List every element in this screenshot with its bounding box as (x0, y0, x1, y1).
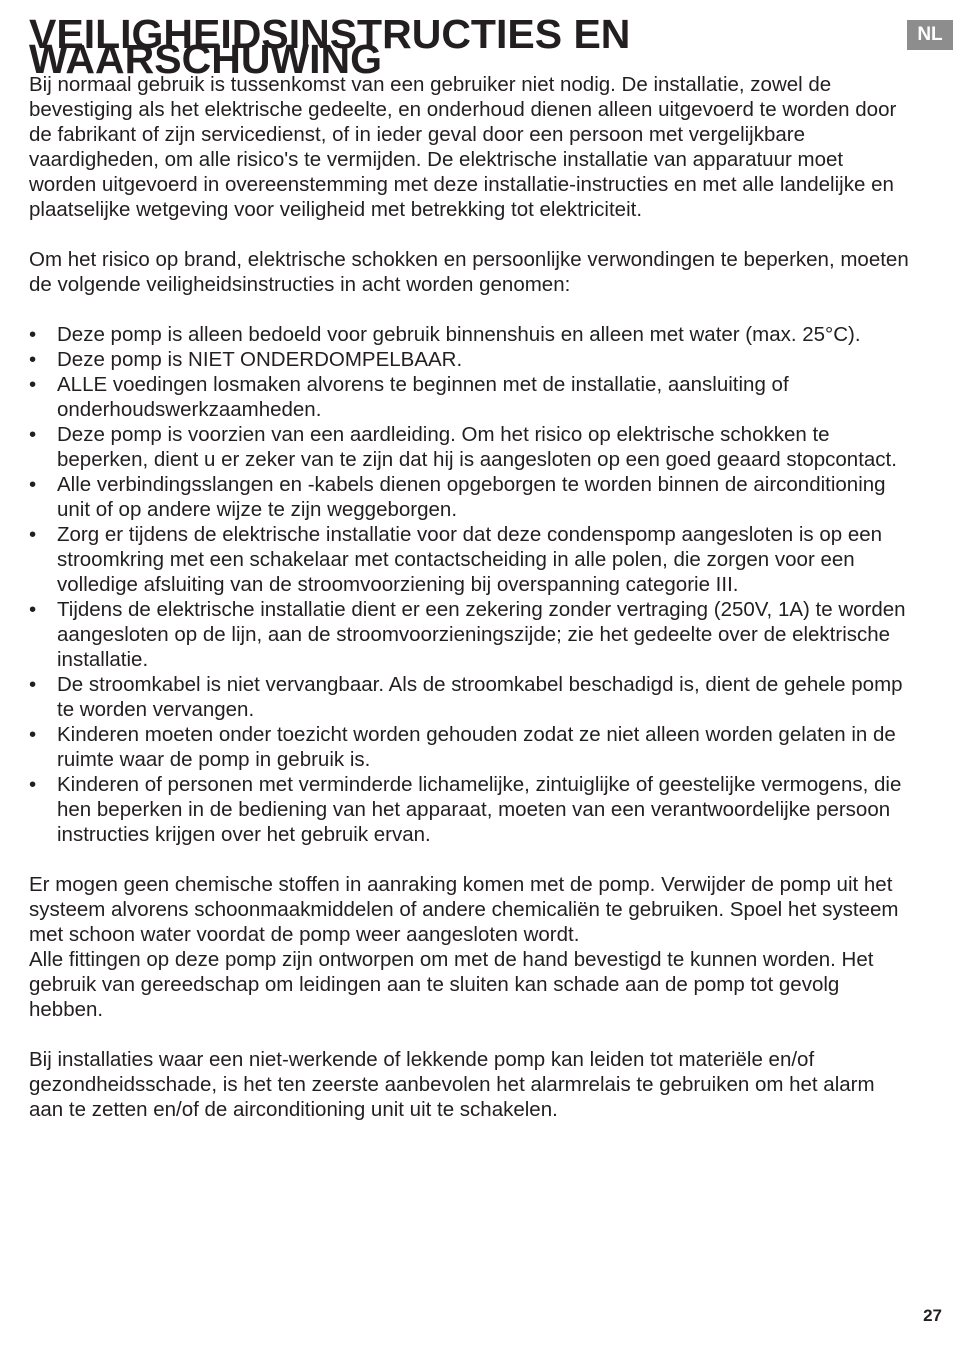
list-item-text: Alle verbindingsslangen en -kabels dienen opgeborgen te worden binnen de airconditioning unit of op andere wijze te zijn weggeborgen. (57, 473, 886, 521)
list-item-text: Zorg er tijdens de elektrische installatie voor dat deze condenspomp aangesloten is op een stroomkring met een schakelaar met contactscheiding in alle polen, die zorgen voor een volledige afsluiting van de stroomvoorziening bij overspanning categorie III. (57, 523, 883, 596)
list-item (29, 422, 909, 472)
bullet-icon: • (29, 523, 37, 546)
bullet-icon: • (29, 323, 37, 346)
language-badge: NL (907, 20, 953, 50)
bullet-icon: • (29, 598, 37, 621)
fittings-paragraph: Alle fittingen op deze pomp zijn ontworpen om met de hand bevestigd te kunnen worden. Het gebruik van gereedschap om leidingen aan te sluiten kan schade aan de pomp tot gevolg hebben. (29, 948, 874, 1021)
list-item-text: Kinderen moeten onder toezicht worden gehouden zodat ze niet alleen worden gelaten in de ruimte waar de pomp in gebruik is. (57, 723, 896, 771)
list-item (29, 597, 909, 672)
list-item-text: Deze pomp is alleen bedoeld voor gebruik binnenshuis en alleen met water (max. 25°C). (57, 323, 861, 346)
list-item (29, 772, 909, 847)
list-item (29, 472, 909, 522)
list-item (29, 722, 909, 772)
intro-paragraph: Bij normaal gebruik is tussenkomst van een gebruiker niet nodig. De installatie, zowel de bevestiging als het elektrische gedeelte, en onderhoud dienen alleen uitgevoerd te worden door de fabrikant of zijn servicedienst, of in ieder geval door een persoon met vergelijkbare vaardigheden, om alle risico's te vermijden. De elektrische installatie van apparatuur moet worden uitgevoerd in overeenstemming met deze installatie-instructies en met alle landelijke en plaatselijke wetgeving voor veiligheid met betrekking tot elektriciteit. (29, 73, 897, 221)
list-item-text: Tijdens de elektrische installatie dient er een zekering zonder vertraging (250V, 1A) te worden aangesloten op de lijn, aan de stroomvoorzieningszijde; zie het gedeelte over de elektrische installatie. (57, 598, 906, 671)
paragraph-gap (29, 297, 909, 322)
list-item (29, 672, 909, 722)
bullet-icon: • (29, 473, 37, 496)
list-item (29, 322, 909, 347)
bullet-icon: • (29, 673, 37, 696)
bullet-icon: • (29, 373, 37, 396)
list-item-text: Deze pomp is NIET ONDERDOMPELBAAR. (57, 348, 463, 371)
list-item (29, 522, 909, 597)
bullet-icon: • (29, 423, 37, 446)
bullet-icon: • (29, 773, 37, 796)
paragraph-gap (29, 222, 909, 247)
lead-paragraph: Om het risico op brand, elektrische schokken en persoonlijke verwondingen te beperken, moeten de volgende veiligheidsinstructies in acht worden genomen: (29, 248, 909, 296)
list-item-text: Kinderen of personen met verminderde lichamelijke, zintuiglijke of geestelijke vermogens, die hen beperken in de bediening van het apparaat, moeten van een verantwoordelijke persoon instructies krijgen over het gebruik ervan. (57, 773, 902, 846)
list-item (29, 372, 909, 422)
list-item-text: Deze pomp is voorzien van een aardleiding. Om het risico op elektrische schokken te beperken, dient u er zeker van te zijn dat hij is aangesloten op een goed geaard stopcontact. (57, 423, 897, 471)
list-item-text: ALLE voedingen losmaken alvorens te beginnen met de installatie, aansluiting of onderhoudswerkzaamheden. (57, 373, 789, 421)
alarm-paragraph: Bij installaties waar een niet-werkende of lekkende pomp kan leiden tot materiële en/of gezondheidsschade, is het ten zeerste aanbevolen het alarmrelais te gebruiken om het alarm aan te zetten en/of de airconditioning unit uit te schakelen. (29, 1048, 875, 1121)
section-title: VEILIGHEIDSINSTRUCTIES EN WAARSCHUWING (29, 11, 631, 82)
list-item-text: De stroomkabel is niet vervangbaar. Als de stroomkabel beschadigd is, dient de gehele pomp te worden vervangen. (57, 673, 903, 721)
safety-bullet-list (29, 322, 909, 847)
paragraph-gap (29, 1022, 909, 1047)
bullet-icon: • (29, 723, 37, 746)
page-number: 27 (923, 1306, 942, 1325)
document-body (29, 11, 909, 1122)
paragraph-gap (29, 847, 909, 872)
bullet-icon: • (29, 348, 37, 371)
chemicals-paragraph: Er mogen geen chemische stoffen in aanraking komen met de pomp. Verwijder de pomp uit het systeem alvorens schoonmaakmiddelen of andere chemicaliën te gebruiken. Spoel het systeem met schoon water voordat de pomp weer aangesloten wordt. (29, 873, 899, 946)
list-item (29, 347, 909, 372)
